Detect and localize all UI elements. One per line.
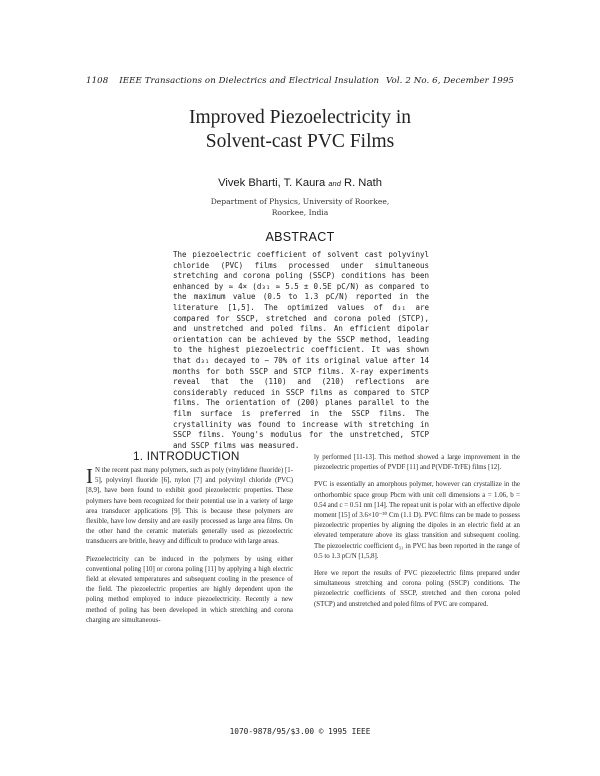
intro-paragraph-1-text: N the recent past many polymers, such as poly (vinylidene fluoride) [1-5], polyvinyl fluoride [6], nylon [7] and polyvinyl chloride (PVC) [8,9], have been found to exhibit good piezoelectric properties. These polymers have been recognized for their potential use in a variety of large area transducer applications [9]. This is because these polymers are flexible, have low density and are easily processed as large area films. On the other hand the ceramic materials generally used as piezoelectric transducers are brittle, heavy and difficult to produce with large areas. [86,467,293,546]
intro-paragraph-1 [86,466,293,548]
volume-info: Vol. 2 No. 6, December 1995 [386,76,514,86]
intro-paragraph-2: Piezoelectricity can be induced in the polymers by using either conventional poling [10] or corona poling [11] by applying a high electric field at elevated temperatures and subsequent cooling in the presence of the field. The piezoelectric properties are highly dependent upon the poling method employed to induce piezoelectricity. Recently a new method of poling has been developed in which stretching and corona charging are simultaneous- [86,555,293,624]
affiliation [0,196,600,218]
intro-paragraph-5: Here we report the results of PVC piezoelectric films prepared under simultaneous stretching and corona poling (SSCP) conditions. The piezoelectric coefficients of SSCP, stretched and then corona poled (STCP) and unstretched and poled films of PVC are compared. [314,570,520,608]
paper-title [0,106,600,154]
copyright-footer: 1070-9878/95/$3.00 © 1995 IEEE [229,727,371,736]
author-names-1: Vivek Bharti, T. Kaura [218,177,326,189]
affiliation-line-1: Department of Physics, University of Roorkee, [210,197,390,206]
left-column [86,466,293,626]
abstract-heading: ABSTRACT [265,230,335,244]
title-line-2: Solvent-cast PVC Films [205,131,395,152]
abstract-body: The piezoelectric coefficient of solvent cast polyvinyl chloride (PVC) films processed under simultaneous stretching and corona poling (SSCP) conditions has been enhanced by ≈ 4× (d₃₁ ≈ 5.5 ± 0.5E pC/N) as compared to the maximum value (0.5 to 1.3 pC/N) reported in the literature [1,5]. The optimized values of d₃₁ are compared for SSCP, stretched and corona poled (STCP), and unstretched and poled films. An efficient dipolar orientation can be achieved by the SSCP method, leading to the highest piezoelectric coefficient. It was shown that d₃₁ decayed to ~ 70% of its original value after 14 months for both SSCP and STCP films. X-ray experiments reveal that the (110) and (210) reflections are considerably reduced in SSCP films as compared to STCP films. The orientation of (200) planes parallel to the film surface is preferred in the SSCP films. The crystallinity was found to increase with stretching in SSCP films. Young's modulus for the unstretched, STCP and SSCP films was measured. [173,250,429,450]
intro-paragraph-4: PVC is essentially an amorphous polymer, however can crystallize in the orthorhombic space group Pbcm with unit cell dimensions a = 1.06, b = 0.54 and c = 0.51 nm [14]. The repeat unit is polar with an effective dipole moment [15] of 3.6×10⁻³⁰ Cm (1.1 D). PVC films can be made to possess piezoelectric properties by aligning the dipoles in an electric field at an elevated temperature above its glass transition and subsequent cooling. The piezoelectric coefficient d₃₁ in PVC has been reported in the range of 0.5 to 1.3 pC/N [1,5,8]. [314,481,520,560]
authors [0,177,600,189]
intro-paragraph-3: ly performed [11-13]. This method showed a large improvement in the piezoelectric properties of PVDF [11] and P(VDF-TrFE) films [12]. [314,454,520,472]
page-number: 1108 [86,76,109,86]
section-heading-introduction: 1. INTRODUCTION [133,449,240,463]
affiliation-line-2: Roorkee, India [271,208,329,217]
author-names-2: R. Nath [343,177,382,189]
journal-name: IEEE Transactions on Dielectrics and Electrical Insulation [119,76,380,86]
author-and: and [328,179,341,188]
right-column [314,453,520,610]
drop-cap: I [86,464,93,488]
title-line-1: Improved Piezoelectricity in [188,107,411,128]
running-header [86,76,514,86]
